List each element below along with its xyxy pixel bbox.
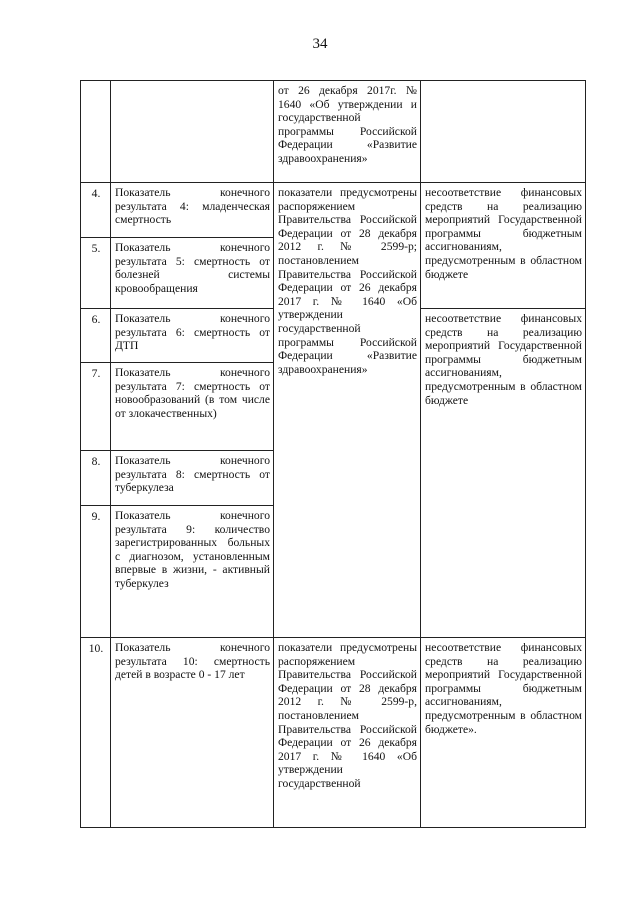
- row-number: 6.: [81, 309, 111, 363]
- indicator-text: Показатель конечного результата 4: младенческая смертность: [111, 183, 274, 238]
- row-number: 8.: [81, 451, 111, 506]
- row-number: 7.: [81, 363, 111, 451]
- cell-risk-empty: [421, 81, 586, 183]
- indicator-text: Показатель конечного результата 9: количество зарегистрированных больных с диагнозом, установленным впервые в жизни, - активный туберкулез: [111, 506, 274, 638]
- row-number: 4.: [81, 183, 111, 238]
- basis-group-text: показатели предусмотрены распоряжением Правительства Российской Федерации от 28 декабря 2012 г. № 2599-р; постановлением Правительства Российской Федерации от 26 декабря 2017 г. № 1640 «Об утверждении государственной программы Российской Федерации «Развитие здравоохранения»: [278, 186, 417, 376]
- risk-4-5-text: несоответствие финансовых средств на реализацию мероприятий Государственной программы бюджетным ассигнованиям, предусмотренным в областном бюджете: [425, 186, 582, 281]
- table-row: [81, 183, 586, 238]
- table-row-continuation: [81, 81, 586, 183]
- risk-10-text: несоответствие финансовых средств на реализацию мероприятий Государственной программы бюджетным ассигнованиям, предусмотренным в областном бюджете».: [425, 641, 582, 736]
- cell-risk-10: [421, 638, 586, 828]
- indicators-table: [80, 80, 586, 828]
- cell-basis-continuation: [274, 81, 421, 183]
- cell-risk-4-5: [421, 183, 586, 309]
- basis-continuation-text: от 26 декабря 2017г. № 1640 «Об утверждении и государственной программы Российской Федерации «Развитие здравоохранения»: [278, 84, 417, 165]
- cell-risk-6-9: [421, 309, 586, 638]
- cell-indicator-empty: [111, 81, 274, 183]
- indicator-text: Показатель конечного результата 8: смертность от туберкулеза: [111, 451, 274, 506]
- row-number: 10.: [81, 638, 111, 828]
- cell-num-empty: [81, 81, 111, 183]
- row-number: 9.: [81, 506, 111, 638]
- page-number: 34: [312, 36, 328, 52]
- indicator-text: Показатель конечного результата 7: смертность от новообразований (в том числе от злокачественных): [111, 363, 274, 451]
- cell-basis-10: [274, 638, 421, 828]
- indicator-text: Показатель конечного результата 6: смертность от ДТП: [111, 309, 274, 363]
- risk-6-9-text: несоответствие финансовых средств на реализацию мероприятий Государственной программы бюджетным ассигнованиям, предусмотренным в областном бюджете: [425, 312, 582, 407]
- indicator-text: Показатель конечного результата 10: смертность детей в возрасте 0 - 17 лет: [111, 638, 274, 828]
- basis-10-text: показатели предусмотрены распоряжением Правительства Российской Федерации от 28 декабря 2012 г. № 2599-р, постановлением Правительства Российской Федерации от 26 декабря 2017 г. № 1640 «Об утверждении государственной: [278, 641, 417, 790]
- row-number: 5.: [81, 238, 111, 309]
- table-row: [81, 638, 586, 828]
- cell-basis-group: [274, 183, 421, 638]
- indicator-text: Показатель конечного результата 5: смертность от болезней системы кровообращения: [111, 238, 274, 309]
